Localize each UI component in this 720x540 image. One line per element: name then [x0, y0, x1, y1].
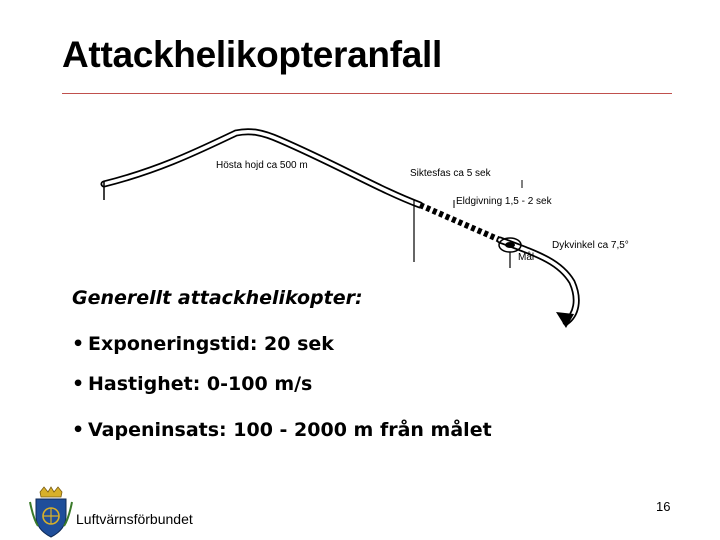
firing-label: Eldgivning 1,5 - 2 sek — [456, 196, 552, 207]
bullet-speed — [72, 373, 312, 395]
page-number: 16 — [656, 499, 671, 514]
target-label: Mål — [518, 252, 535, 263]
dive-angle-label: Dykvinkel ca 7,5° — [552, 240, 629, 251]
bullet-text: Hastighet: 0-100 m/s — [88, 373, 313, 395]
sight-phase-label: Siktesfas ca 5 sek — [410, 168, 491, 179]
crest-icon — [26, 486, 76, 538]
bullet-exposure — [72, 333, 334, 355]
bullet-text: Exponeringstid: 20 sek — [88, 333, 334, 355]
bullet-text: Vapeninsats: 100 - 2000 m från målet — [88, 419, 492, 441]
firing-phase-segment — [420, 205, 500, 240]
section-heading: Generellt attackhelikopter: — [72, 287, 363, 309]
altitude-label: Hösta hojd ca 500 m — [216, 160, 308, 171]
bullet-dot: • — [72, 373, 85, 395]
bullet-weapon-range — [72, 419, 492, 441]
bullet-dot: • — [72, 419, 85, 441]
footer-organization: Luftvärnsförbundet — [76, 511, 193, 527]
slide-title: Attackhelikopteranfall — [62, 34, 442, 75]
bullet-dot: • — [72, 333, 85, 355]
